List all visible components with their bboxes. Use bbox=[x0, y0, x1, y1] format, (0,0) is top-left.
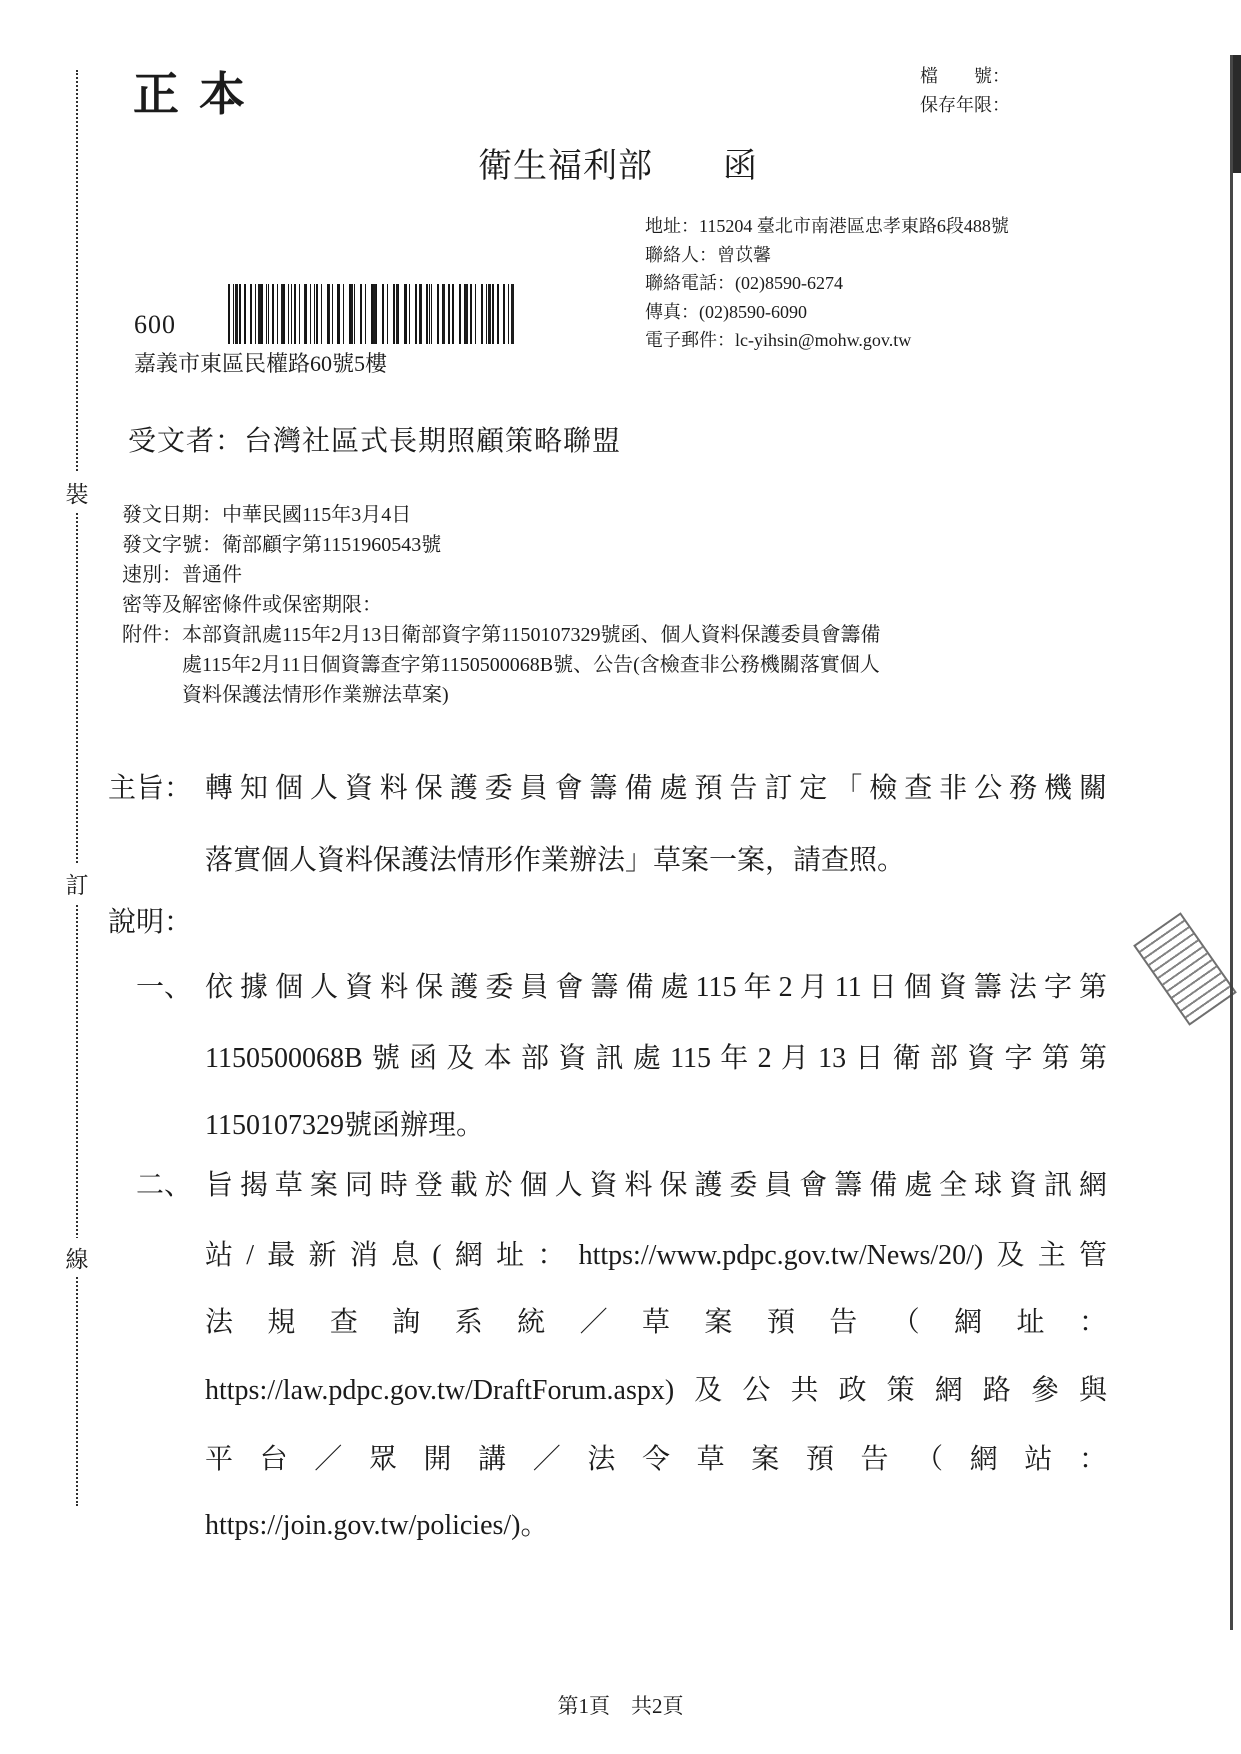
body-line: 旨揭草案同時登載於個人資料保護委員會籌備處全球資訊網 bbox=[205, 1170, 1107, 1201]
barcode-image bbox=[228, 284, 514, 344]
scan-edge-shadow bbox=[1233, 55, 1241, 173]
binding-dotted-line bbox=[76, 70, 78, 1506]
attachment-line: 處115年2月11日個資籌查字第1150500068B號、公告(含檢查非公務機關落實個人 bbox=[182, 654, 880, 676]
sender-phone: 聯絡電話：(02)8590-6274 bbox=[645, 273, 843, 293]
subject-label: 主旨： bbox=[108, 773, 193, 804]
body-line: https://join.gov.tw/policies/)。 bbox=[205, 1510, 549, 1541]
attachment-line: 本部資訊處115年2月13日衛部資字第1150107329號函、個人資料保護委員會籌備 bbox=[182, 624, 881, 646]
security-class-line: 密等及解密條件或保密期限： bbox=[122, 594, 382, 616]
body-line: https://law.pdpc.gov.tw/DraftForum.aspx)及公共政策網路參與 bbox=[205, 1375, 1107, 1406]
page-footer: 第1頁 共2頁 bbox=[557, 1694, 684, 1718]
binding-mark-zhuang: 裝 bbox=[64, 473, 90, 512]
binding-mark-ding: 訂 bbox=[64, 864, 90, 903]
body-line: 平台／眾開講／法令草案預告（網站： bbox=[205, 1444, 1107, 1475]
sender-contact-person: 聯絡人：曾苡馨 bbox=[645, 244, 771, 265]
sender-fax: 傳真：(02)8590-6090 bbox=[645, 301, 807, 322]
document-title: 衛生福利部 函 bbox=[478, 148, 758, 185]
body-line: 站/最新消息(網址：https://www.pdpc.gov.tw/News/20/)及主管 bbox=[205, 1240, 1107, 1271]
body-line: 1150500068B號函及本部資訊處115年2月13日衛部資字第第 bbox=[205, 1043, 1107, 1074]
subject-line: 落實個人資料保護法情形作業辦法」草案一案，請查照。 bbox=[205, 845, 906, 876]
binding-mark-xian: 線 bbox=[64, 1238, 90, 1277]
item-number: 二、 bbox=[136, 1170, 193, 1201]
file-number-label: 檔 號： bbox=[920, 66, 1010, 86]
body-line: 法規查詢系統／草案預告（網址： bbox=[205, 1307, 1107, 1338]
explanation-label: 說明： bbox=[108, 907, 193, 938]
speed-class-line: 速別：普通件 bbox=[122, 564, 242, 586]
recipient-zipcode: 600 bbox=[134, 310, 176, 339]
item-number: 一、 bbox=[136, 972, 193, 1003]
body-line: 1150107329號函辦理。 bbox=[205, 1110, 484, 1141]
recipient-line: 受文者：台灣社區式長期照顧策略聯盟 bbox=[128, 426, 622, 457]
receipt-stamp bbox=[1133, 912, 1237, 1026]
sender-email: 電子郵件：lc-yihsin@mohw.gov.tw bbox=[645, 330, 912, 350]
retention-period-label: 保存年限： bbox=[920, 95, 1010, 115]
attachment-label: 附件： bbox=[122, 624, 182, 646]
attachment-line: 資料保護法情形作業辦法草案) bbox=[182, 684, 449, 706]
body-line: 依據個人資料保護委員會籌備處115年2月11日個資籌法字第 bbox=[205, 972, 1107, 1003]
copy-type-label: 正本 bbox=[133, 69, 265, 120]
recipient-mailing-address: 嘉義市東區民權路60號5樓 bbox=[134, 351, 388, 376]
issue-date-line: 發文日期：中華民國115年3月4日 bbox=[122, 504, 412, 526]
subject-line: 轉知個人資料保護委員會籌備處預告訂定「檢查非公務機關 bbox=[205, 773, 1107, 804]
doc-number-line: 發文字號：衛部顧字第1151960543號 bbox=[122, 534, 442, 556]
sender-contact-block bbox=[645, 212, 1009, 355]
sender-address: 地址：115204 臺北市南港區忠孝東路6段488號 bbox=[645, 216, 1009, 236]
scan-edge-line bbox=[1230, 55, 1233, 1630]
file-number-block bbox=[920, 62, 1010, 120]
